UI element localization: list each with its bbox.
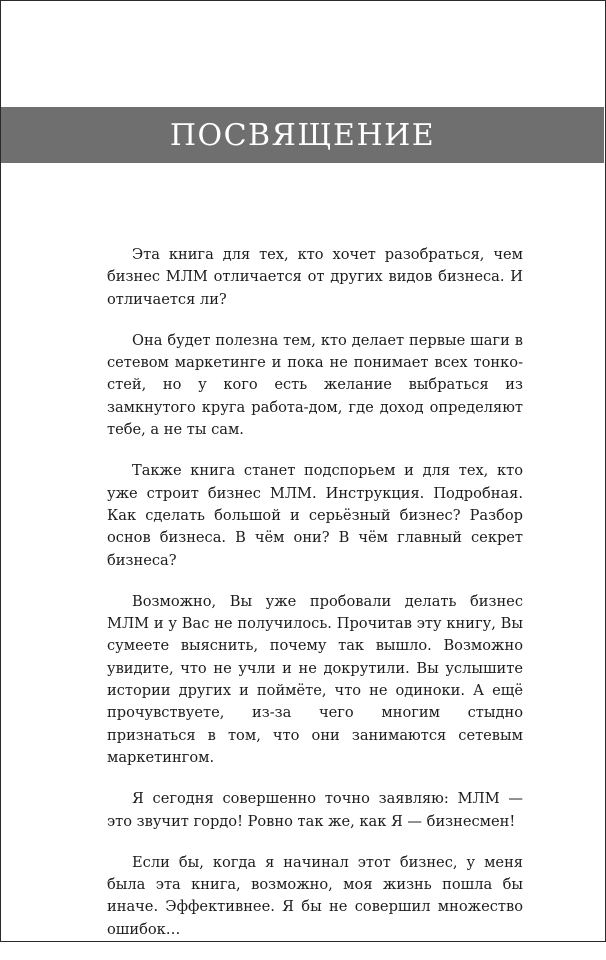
paragraph-3: Также книга станет подспорьем и для тех, кто уже строит бизнес МЛМ. Инструкция. Подробная. Как сделать большой и серьёзный бизнес? Разбор основ бизнеса. В чём они? В чём главный секрет бизнеса?: [107, 462, 523, 569]
dedication-text: [107, 244, 523, 960]
chapter-title-bar: [1, 107, 604, 163]
chapter-title: ПОСВЯЩЕНИЕ: [169, 117, 436, 153]
paragraph-6: Если бы, когда я начинал этот бизнес, у меня была эта книга, возможно, моя жизнь пошла бы иначе. Эффективнее. Я бы не совершил множество ошибок…: [107, 853, 523, 938]
paragraph-2: Она будет полезна тем, кто делает первые шаги в сетевом маркетинге и пока не понимает всех тонкостей, но у кого есть желание выбраться из замкнутого круга работа-дом, где доход определяют тебе, а не ты сам.: [107, 331, 523, 439]
paragraph-1: Эта книга для тех, кто хочет разобраться, чем бизнес МЛМ отличается от других видов бизнеса. И отличается ли?: [107, 246, 523, 308]
paragraph-5: Я сегодня совершенно точно заявляю: МЛМ — это звучит гордо! Ровно так же, как Я — бизнесмен!: [107, 790, 523, 830]
paragraph-4: Возможно, Вы уже пробовали делать бизнес МЛМ и у Вас не получилось. Прочитав эту книгу, Вы сумеете выяснить, почему так вышло. Возможно увидите, что не учли и не докрутили. Вы услышите истории других и поймёте, что не одиноки. А ещё прочувствуете, из-за чего многим стыдно признаться в том, что они занимаются сетевым маркетингом.: [107, 592, 523, 766]
